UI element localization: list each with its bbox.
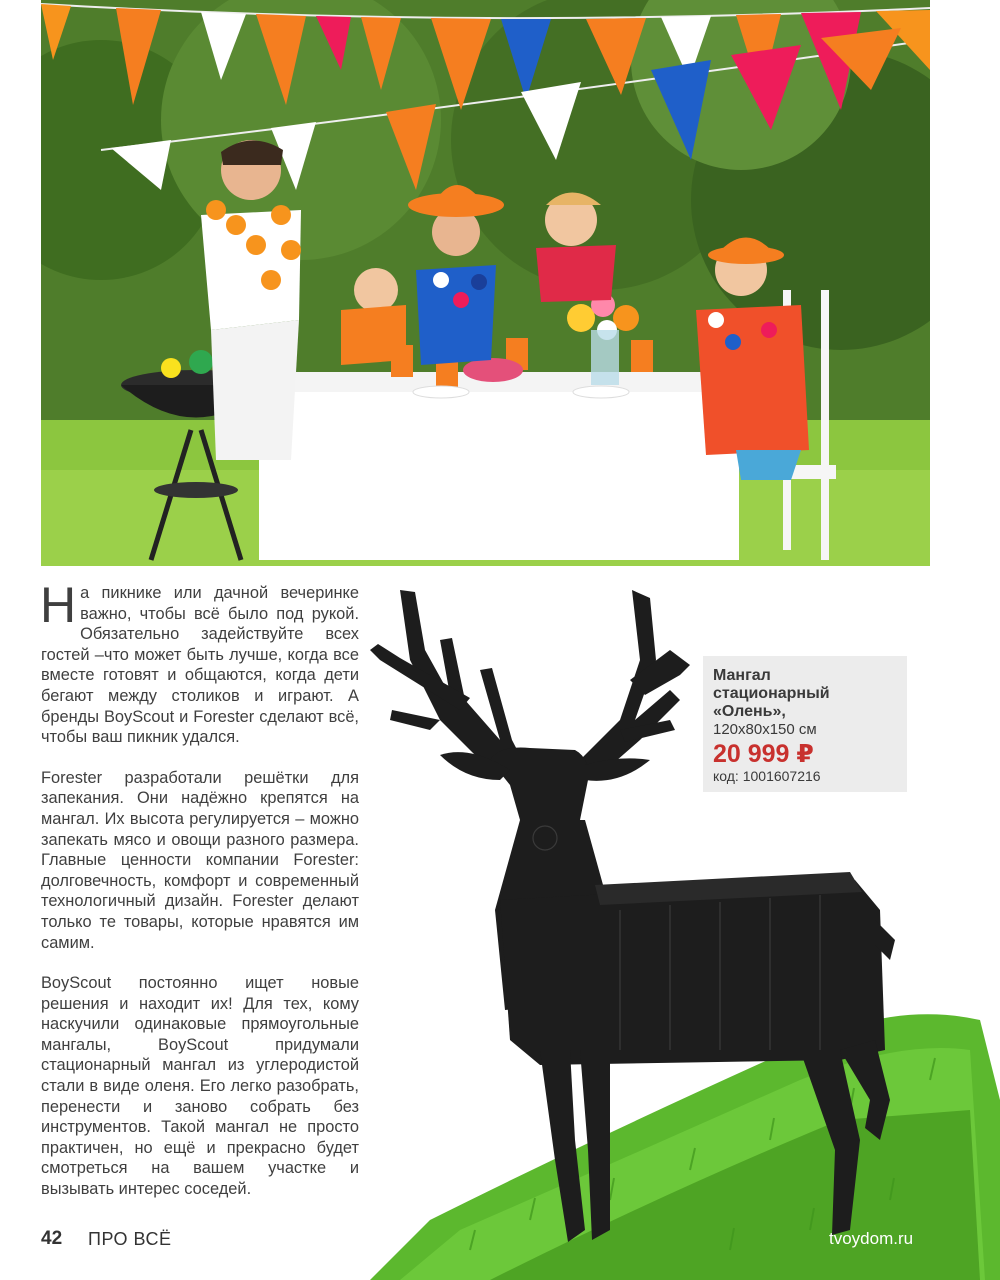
product-title-line-1: Мангал — [713, 667, 771, 684]
article-paragraph-1-text: а пикнике или дачной вечеринке важно, чтобы всё было под рукой. Обязательно задействуйте всех гостей –что может быть лучше, когда все вместе готовят и общаются, когда дети бегают между столиков и играют. А бренды BoyScout и Forester сделают всё, чтобы ваш пикник удался. — [41, 584, 359, 747]
picnic-illustration — [41, 0, 930, 566]
product-price-box — [703, 656, 907, 792]
article-paragraph-1 — [40, 577, 359, 748]
page-number: 42 — [41, 1228, 63, 1249]
product-size: 120х80х150 см — [713, 721, 817, 738]
product-price: 20 999 ₽ — [713, 740, 814, 768]
picnic-photo — [41, 0, 930, 566]
site-url: tvoydom.ru — [829, 1229, 914, 1248]
drop-cap: Н — [40, 577, 77, 633]
product-title-line-2: стационарный — [713, 685, 830, 702]
article-paragraph-3: BoyScout постоянно ищет новые решения и находит их! Для тех, кому наскучили одинаковые прямоугольные мангалы, BoyScout придумали стационарный мангал из углеродистой стали в виде оленя. Его легко разобрать, перенести и заново собрать без инструментов. Такой мангал не просто практичен, но ещё и прекрасно будет смотреться на вашем участке и вызывать интерес соседей. — [41, 974, 359, 1199]
article-paragraph-2: Forester разработали решётки для запекания. Они надёжно крепятся на мангал. Их высота регулируется – можно запекать мясо и овощи разного размера. Главные ценности компании Forester: долговечность, комфорт и современный технологичный дизайн. Forester делают только те товары, которые нравятся им самим. — [41, 768, 359, 952]
product-code: код: 1001607216 — [713, 768, 821, 784]
article-body — [40, 577, 359, 1220]
product-title-line-3: «Олень», — [713, 703, 786, 720]
section-title: ПРО ВСЁ — [88, 1229, 172, 1249]
